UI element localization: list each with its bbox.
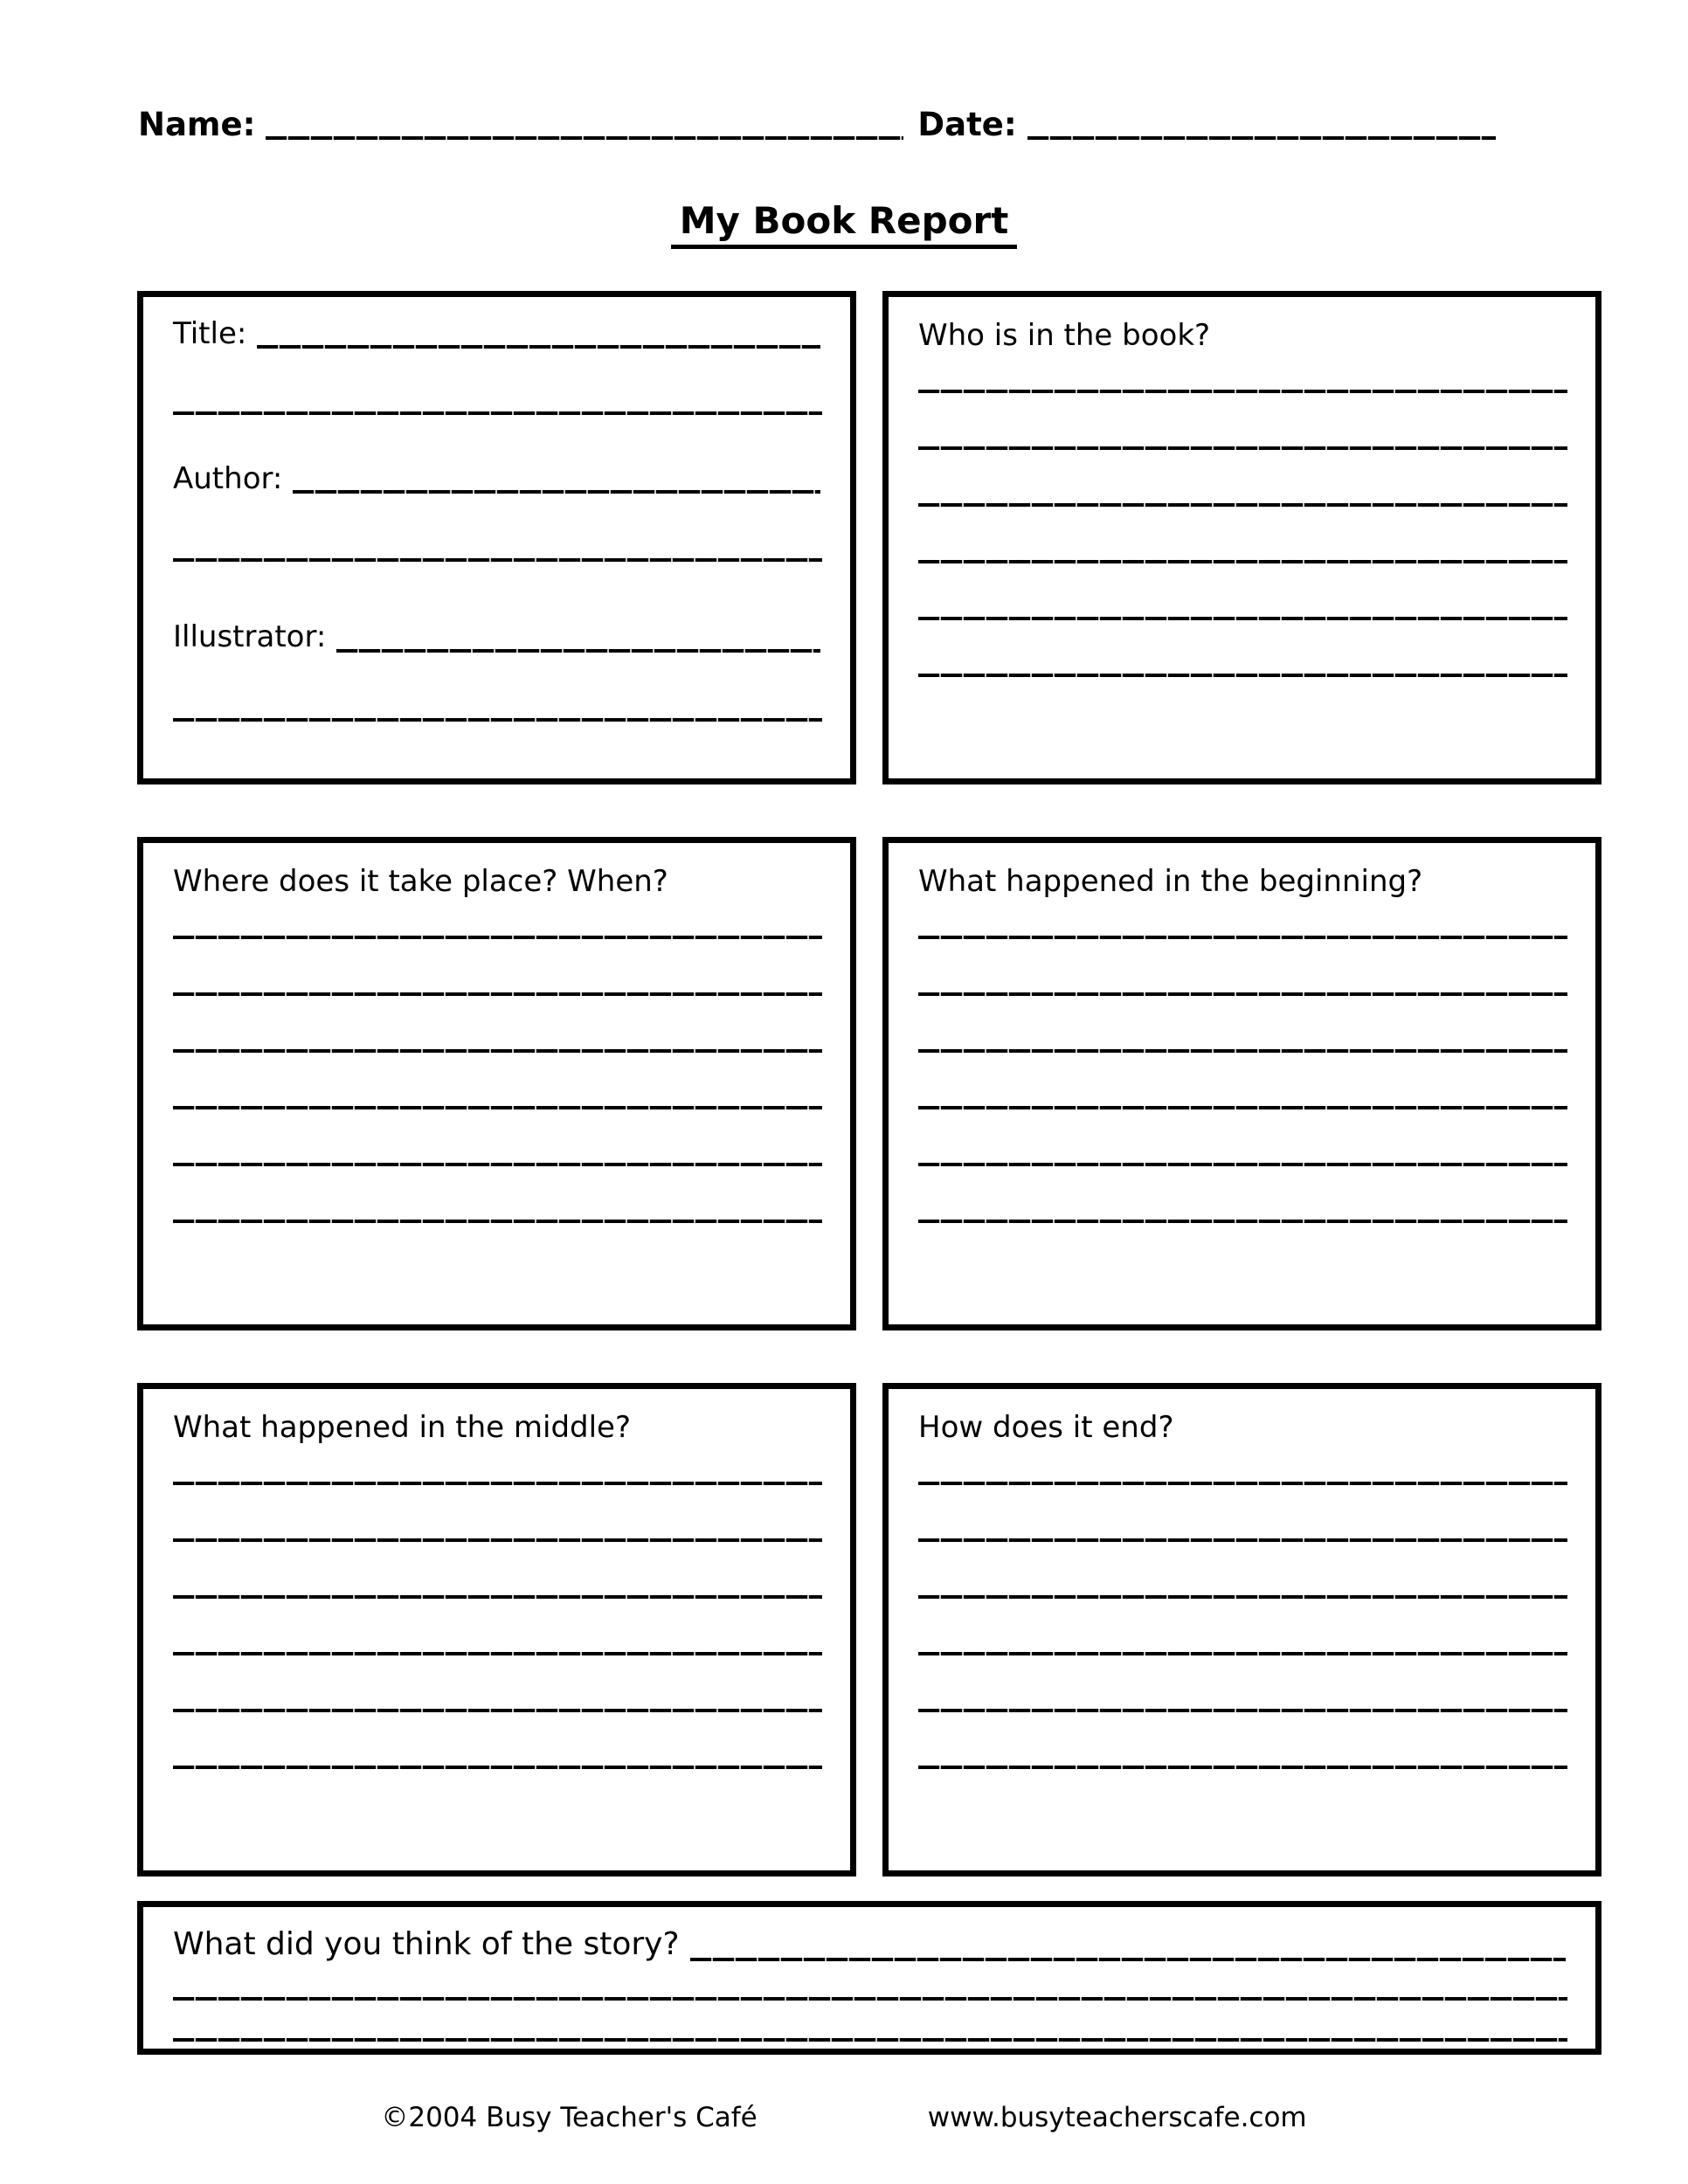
author-field-label: Author: <box>173 461 283 497</box>
write-lines-area <box>918 901 1567 1223</box>
write-line[interactable] <box>918 393 1567 450</box>
write-line[interactable] <box>918 1166 1567 1223</box>
website-text: www.busyteacherscafe.com <box>927 2102 1307 2133</box>
write-lines-area <box>173 901 822 1223</box>
write-line[interactable] <box>918 1109 1567 1166</box>
write-line[interactable] <box>173 1166 822 1223</box>
write-line[interactable] <box>173 996 822 1053</box>
date-write-line[interactable] <box>1027 136 1496 140</box>
write-line[interactable] <box>918 1655 1567 1712</box>
write-line[interactable] <box>173 1447 822 1485</box>
write-line[interactable] <box>918 620 1567 677</box>
author-field-row <box>173 460 820 498</box>
boxes-grid <box>137 291 1602 1876</box>
write-line[interactable] <box>173 1485 822 1542</box>
question-header: How does it end? <box>918 1410 1174 1445</box>
write-line[interactable] <box>918 1542 1567 1599</box>
illustrator-field-row <box>173 618 820 656</box>
write-line[interactable] <box>918 901 1567 939</box>
write-line[interactable] <box>173 1599 822 1655</box>
footer <box>0 2102 1688 2134</box>
name-date-row <box>138 107 1496 144</box>
write-line[interactable] <box>918 563 1567 620</box>
write-line[interactable] <box>918 1599 1567 1655</box>
name-write-line[interactable] <box>266 136 903 140</box>
summary-header-row <box>173 1925 1566 1966</box>
summary-header: What did you think of the story? <box>173 1926 680 1962</box>
write-line[interactable] <box>918 996 1567 1053</box>
write-line[interactable] <box>918 939 1567 996</box>
question-box-who <box>882 291 1602 784</box>
write-line[interactable] <box>173 1997 1567 2001</box>
question-box-where-when <box>137 837 856 1330</box>
write-line[interactable] <box>173 411 822 415</box>
question-box-end <box>882 1383 1602 1876</box>
write-lines-area <box>918 1447 1567 1769</box>
title-field-row <box>173 314 820 353</box>
page-title: My Book Report <box>671 199 1018 249</box>
title-field-label: Title: <box>173 316 247 351</box>
write-line[interactable] <box>173 1655 822 1712</box>
question-box-beginning <box>882 837 1602 1330</box>
write-line[interactable] <box>918 450 1567 507</box>
name-label: Name: <box>138 106 256 143</box>
question-header: Where does it take place? When? <box>173 864 668 899</box>
write-line[interactable] <box>173 1712 822 1769</box>
write-line[interactable] <box>918 507 1567 563</box>
question-box-middle <box>137 1383 856 1876</box>
title-row <box>0 199 1688 249</box>
write-line[interactable] <box>173 1109 822 1166</box>
write-line[interactable] <box>918 1447 1567 1485</box>
write-line[interactable] <box>918 1485 1567 1542</box>
write-line[interactable] <box>918 1053 1567 1109</box>
write-line[interactable] <box>293 490 820 494</box>
copyright-text: ©2004 Busy Teacher's Café <box>381 2102 758 2133</box>
write-line[interactable] <box>257 345 820 349</box>
question-header: What happened in the beginning? <box>918 864 1423 899</box>
write-line[interactable] <box>173 939 822 996</box>
write-line[interactable] <box>918 355 1567 393</box>
write-line[interactable] <box>690 1958 1566 1961</box>
write-line[interactable] <box>173 558 822 562</box>
write-line[interactable] <box>173 718 822 722</box>
write-line[interactable] <box>173 1542 822 1599</box>
question-header: What happened in the middle? <box>173 1410 632 1445</box>
write-line[interactable] <box>918 1712 1567 1769</box>
info-box <box>137 291 856 784</box>
date-label: Date: <box>917 106 1017 143</box>
write-line[interactable] <box>173 1053 822 1109</box>
write-line[interactable] <box>173 901 822 939</box>
write-line[interactable] <box>336 649 820 653</box>
question-header: Who is in the book? <box>918 318 1211 353</box>
write-line[interactable] <box>173 2038 1567 2042</box>
write-lines-area <box>918 355 1567 677</box>
illustrator-field-label: Illustrator: <box>173 619 327 655</box>
summary-box <box>137 1901 1602 2055</box>
write-lines-area <box>173 1447 822 1769</box>
